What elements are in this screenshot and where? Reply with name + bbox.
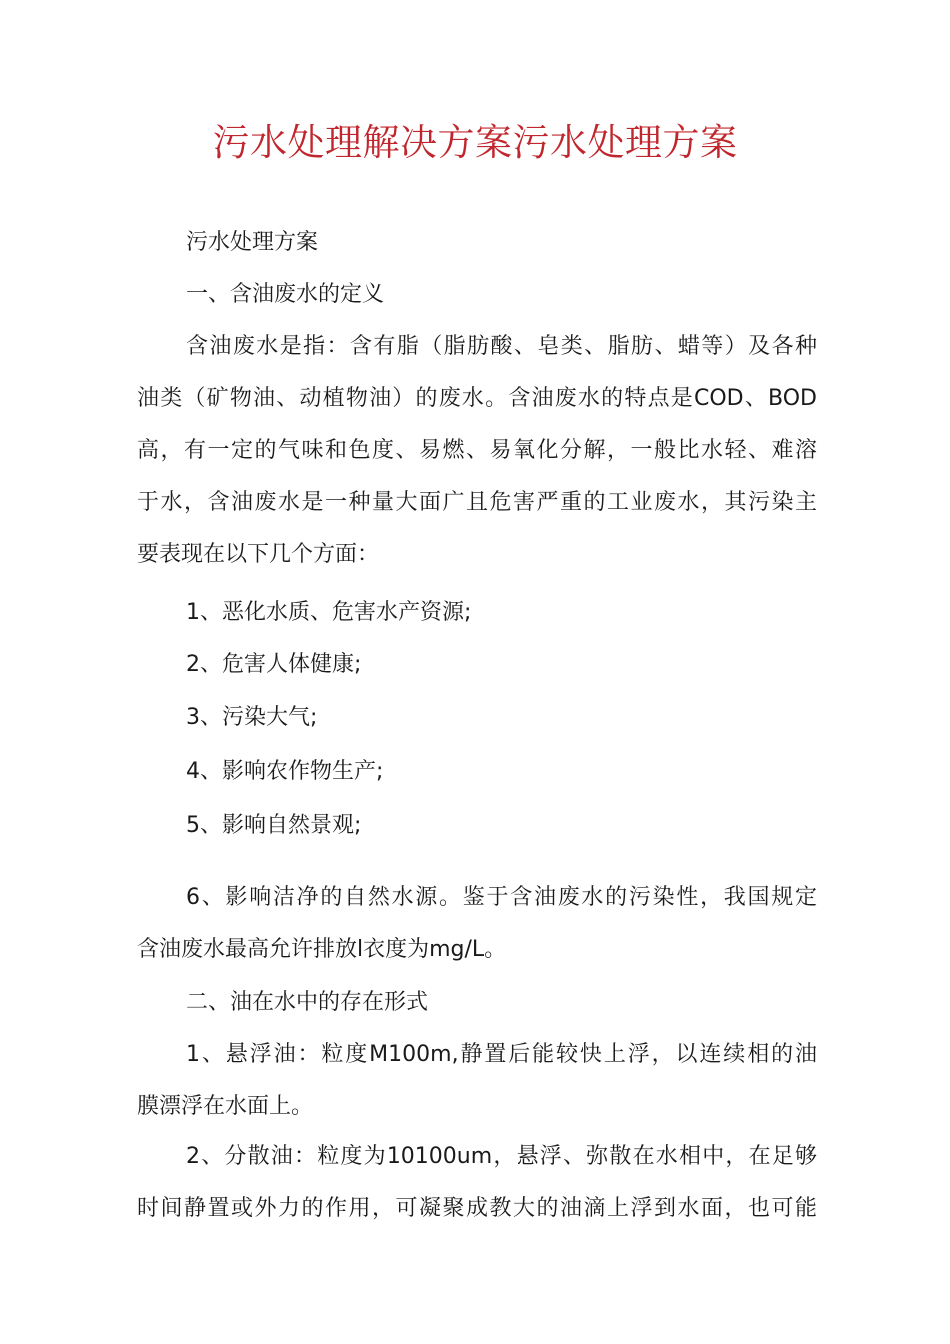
page-title: 污水处理解决方案污水处理方案 <box>212 121 738 164</box>
list-item: 3、污染大气; <box>186 705 318 730</box>
paragraph-line: 含油废水是指：含有脂（脂肪酸、皂类、脂肪、蜡等）及各种 <box>186 334 817 359</box>
section-heading: 污水处理方案 <box>186 230 319 255</box>
list-item: 1、恶化水质、危害水产资源; <box>186 600 472 625</box>
paragraph-line: 要表现在以下几个方面： <box>137 542 380 567</box>
paragraph-line: 1、悬浮油：粒度M100m,静置后能较快上浮，以连续相的油 <box>186 1042 817 1067</box>
paragraph-line: 高，有一定的气味和色度、易燃、易氧化分解，一般比水轻、难溶 <box>137 438 817 463</box>
paragraph-line: 时间静置或外力的作用，可凝聚成教大的油滴上浮到水面，也可能 <box>137 1196 817 1221</box>
paragraph-line: 2、分散油：粒度为10100um，悬浮、弥散在水相中，在足够 <box>186 1144 817 1169</box>
list-item: 5、影响自然景观; <box>186 813 362 838</box>
section-heading: 二、油在水中的存在形式 <box>186 990 429 1015</box>
paragraph-line: 含油废水最高允许排放l衣度为mg/L。 <box>137 937 507 962</box>
paragraph-line: 于水，含油废水是一种量大面广且危害严重的工业废水，其污染主 <box>137 490 817 515</box>
paragraph-line: 膜漂浮在水面上。 <box>137 1094 314 1119</box>
paragraph-line: 油类（矿物油、动植物油）的废水。含油废水的特点是COD、BOD <box>137 386 817 411</box>
list-item: 2、危害人体健康; <box>186 652 362 677</box>
section-heading: 一、含油废水的定义 <box>186 282 385 307</box>
paragraph-line: 6、影响洁净的自然水源。鉴于含油废水的污染性，我国规定 <box>186 885 817 910</box>
list-item: 4、影响农作物生产; <box>186 759 384 784</box>
